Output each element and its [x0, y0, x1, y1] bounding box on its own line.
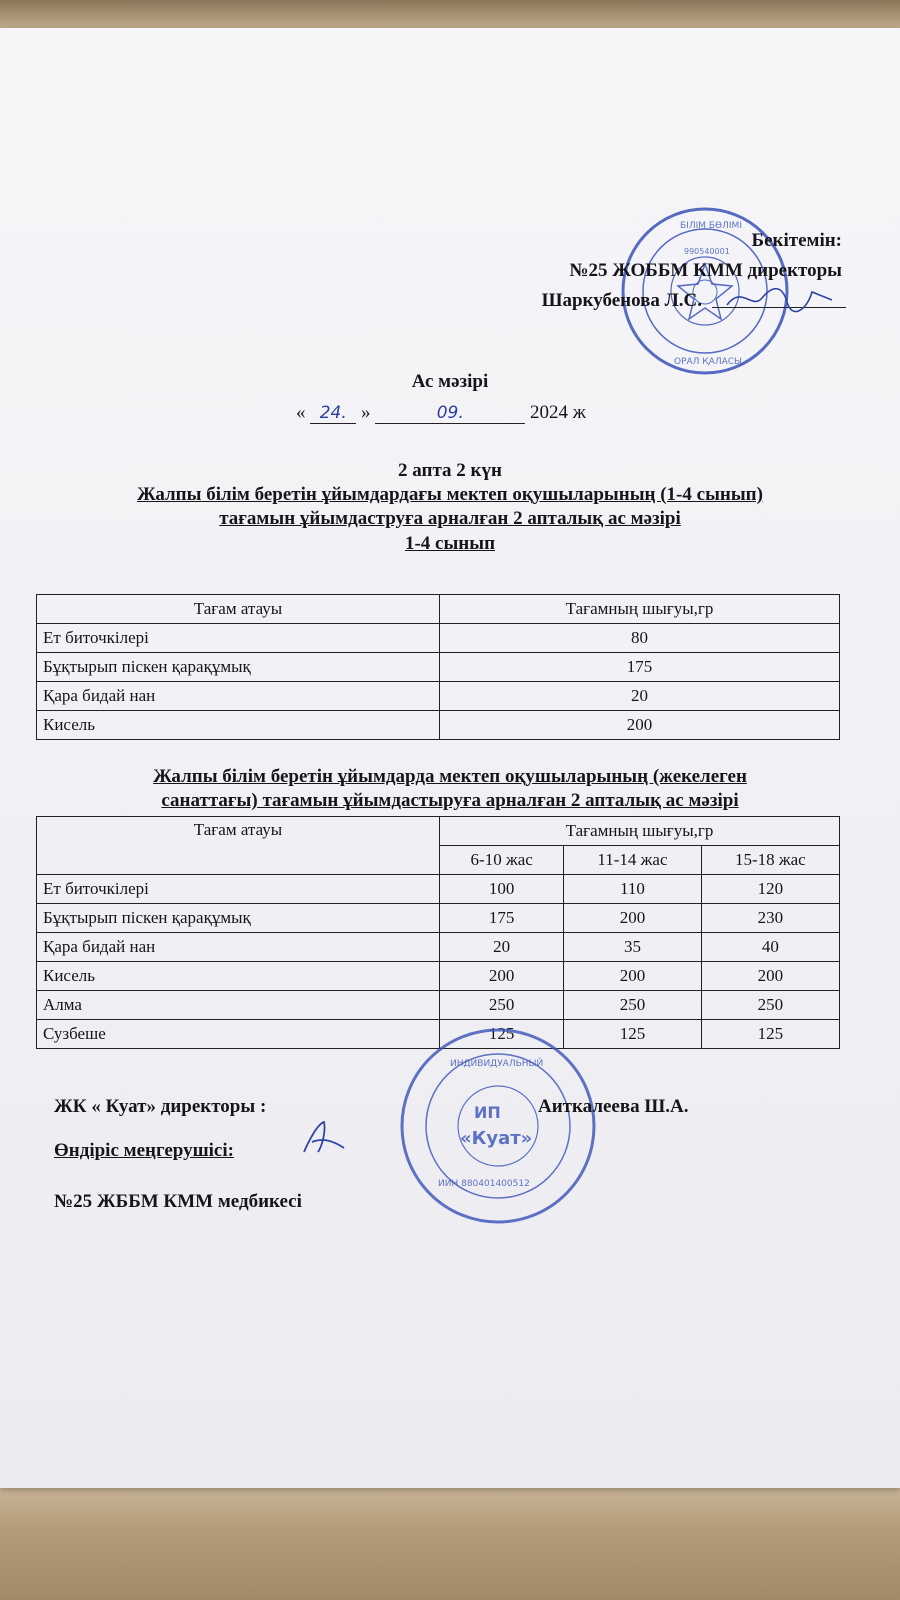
dish-name: Қара бидай нан — [37, 682, 440, 711]
age-group-11-14: 11-14 жас — [564, 846, 701, 875]
table-header-output: Тағамның шығуы,гр — [440, 817, 840, 846]
date-month: 09. — [375, 403, 525, 424]
svg-text:БІЛІМ БӨЛІМІ: БІЛІМ БӨЛІМІ — [680, 221, 742, 231]
date-day: 24. — [310, 403, 356, 424]
output-6-10: 20 — [440, 933, 564, 962]
table-row — [37, 933, 840, 962]
table-header-output: Тағамның шығуы,гр — [440, 595, 840, 624]
dish-output: 175 — [440, 653, 840, 682]
dish-name: Ет биточкілері — [37, 875, 440, 904]
age-group-15-18: 15-18 жас — [701, 846, 839, 875]
approval-position: №25 ЖОББМ КММ директоры — [569, 260, 842, 281]
output-15-18: 230 — [701, 904, 839, 933]
output-6-10: 125 — [440, 1020, 564, 1049]
svg-text:ОРАЛ ҚАЛАСЫ: ОРАЛ ҚАЛАСЫ — [674, 357, 742, 367]
dish-name: Қара бидай нан — [37, 933, 440, 962]
week-day-label: 2 апта 2 күн — [398, 460, 502, 481]
table-row — [37, 991, 840, 1020]
svg-text:ИНДИВИДУАЛЬНЫЙ: ИНДИВИДУАЛЬНЫЙ — [450, 1059, 544, 1069]
dish-name: Бұқтырып піскен қарақұмық — [37, 653, 440, 682]
output-11-14: 250 — [564, 991, 701, 1020]
output-15-18: 125 — [701, 1020, 839, 1049]
output-6-10: 100 — [440, 875, 564, 904]
table-row — [37, 682, 840, 711]
output-11-14: 200 — [564, 962, 701, 991]
output-6-10: 250 — [440, 991, 564, 1020]
dish-output: 20 — [440, 682, 840, 711]
table-header-row — [37, 595, 840, 624]
output-15-18: 120 — [701, 875, 839, 904]
dish-name: Кисель — [37, 962, 440, 991]
menu-heading-line1: Жалпы білім беретін ұйымдардағы мектеп оқушыларының (1-4 сынып) — [137, 484, 763, 505]
date-open-quote: « — [296, 402, 306, 423]
output-6-10: 200 — [440, 962, 564, 991]
dish-name: Бұқтырып піскен қарақұмық — [37, 904, 440, 933]
grade-label: 1-4 сынып — [404, 533, 496, 554]
table-row — [37, 653, 840, 682]
table-header-dish: Тағам атауы — [37, 817, 440, 875]
svg-text:990540001: 990540001 — [684, 247, 730, 256]
menu-heading-line2: тағамын ұйымдаструға арналған 2 апталық ас мәзірі — [219, 508, 681, 529]
table-row — [37, 875, 840, 904]
svg-text:ИИН 880401400512: ИИН 880401400512 — [438, 1179, 530, 1189]
wooden-table-bottom — [0, 1484, 900, 1600]
svg-text:«Куат»: «Куат» — [460, 1128, 533, 1149]
table2-heading-line1: Жалпы білім беретін ұйымдарда мектеп оқушыларының (жекелеген — [153, 766, 747, 787]
output-11-14: 110 — [564, 875, 701, 904]
table-row — [37, 624, 840, 653]
document-sheet — [0, 28, 900, 1488]
dish-output: 200 — [440, 711, 840, 740]
kuat-director-name: Аиткалеева Ш.А. — [538, 1096, 689, 1117]
kuat-round-stamp — [398, 1026, 598, 1226]
nurse-label: №25 ЖББМ КММ медбикесі — [54, 1191, 302, 1212]
age-group-6-10: 6-10 жас — [440, 846, 564, 875]
table-row — [37, 711, 840, 740]
dish-name: Кисель — [37, 711, 440, 740]
output-15-18: 40 — [701, 933, 839, 962]
svg-text:ИП: ИП — [474, 1103, 501, 1122]
production-head-signature — [296, 1118, 356, 1158]
date-close-quote: » — [361, 402, 371, 423]
output-15-18: 200 — [701, 962, 839, 991]
production-head-label: Өндіріс меңгерушісі: — [54, 1140, 234, 1161]
menu-title: Ас мәзірі — [411, 371, 489, 392]
approval-name: Шаркубенова Л.С. — [541, 290, 702, 311]
output-11-14: 200 — [564, 904, 701, 933]
kuat-director-label: ЖК « Куат» директоры : — [54, 1096, 267, 1117]
table-row — [37, 962, 840, 991]
dish-name: Ет биточкілері — [37, 624, 440, 653]
director-signature — [722, 280, 842, 316]
output-11-14: 35 — [564, 933, 701, 962]
table-header-row — [37, 817, 840, 846]
output-11-14: 125 — [564, 1020, 701, 1049]
date-year: 2024 ж — [530, 402, 586, 423]
menu-table-age-groups — [36, 816, 840, 1049]
table-row — [37, 904, 840, 933]
menu-table-grades-1-4 — [36, 594, 840, 740]
output-6-10: 175 — [440, 904, 564, 933]
table2-heading-line2: санаттағы) тағамын ұйымдастыруға арналған 2 апталық ас мәзірі — [161, 790, 739, 811]
menu-date — [296, 402, 626, 430]
dish-name: Алма — [37, 991, 440, 1020]
approval-title: Бекітемін: — [751, 230, 842, 251]
dish-output: 80 — [440, 624, 840, 653]
table-header-dish: Тағам атауы — [37, 595, 440, 624]
output-15-18: 250 — [701, 991, 839, 1020]
dish-name: Сузбеше — [37, 1020, 440, 1049]
